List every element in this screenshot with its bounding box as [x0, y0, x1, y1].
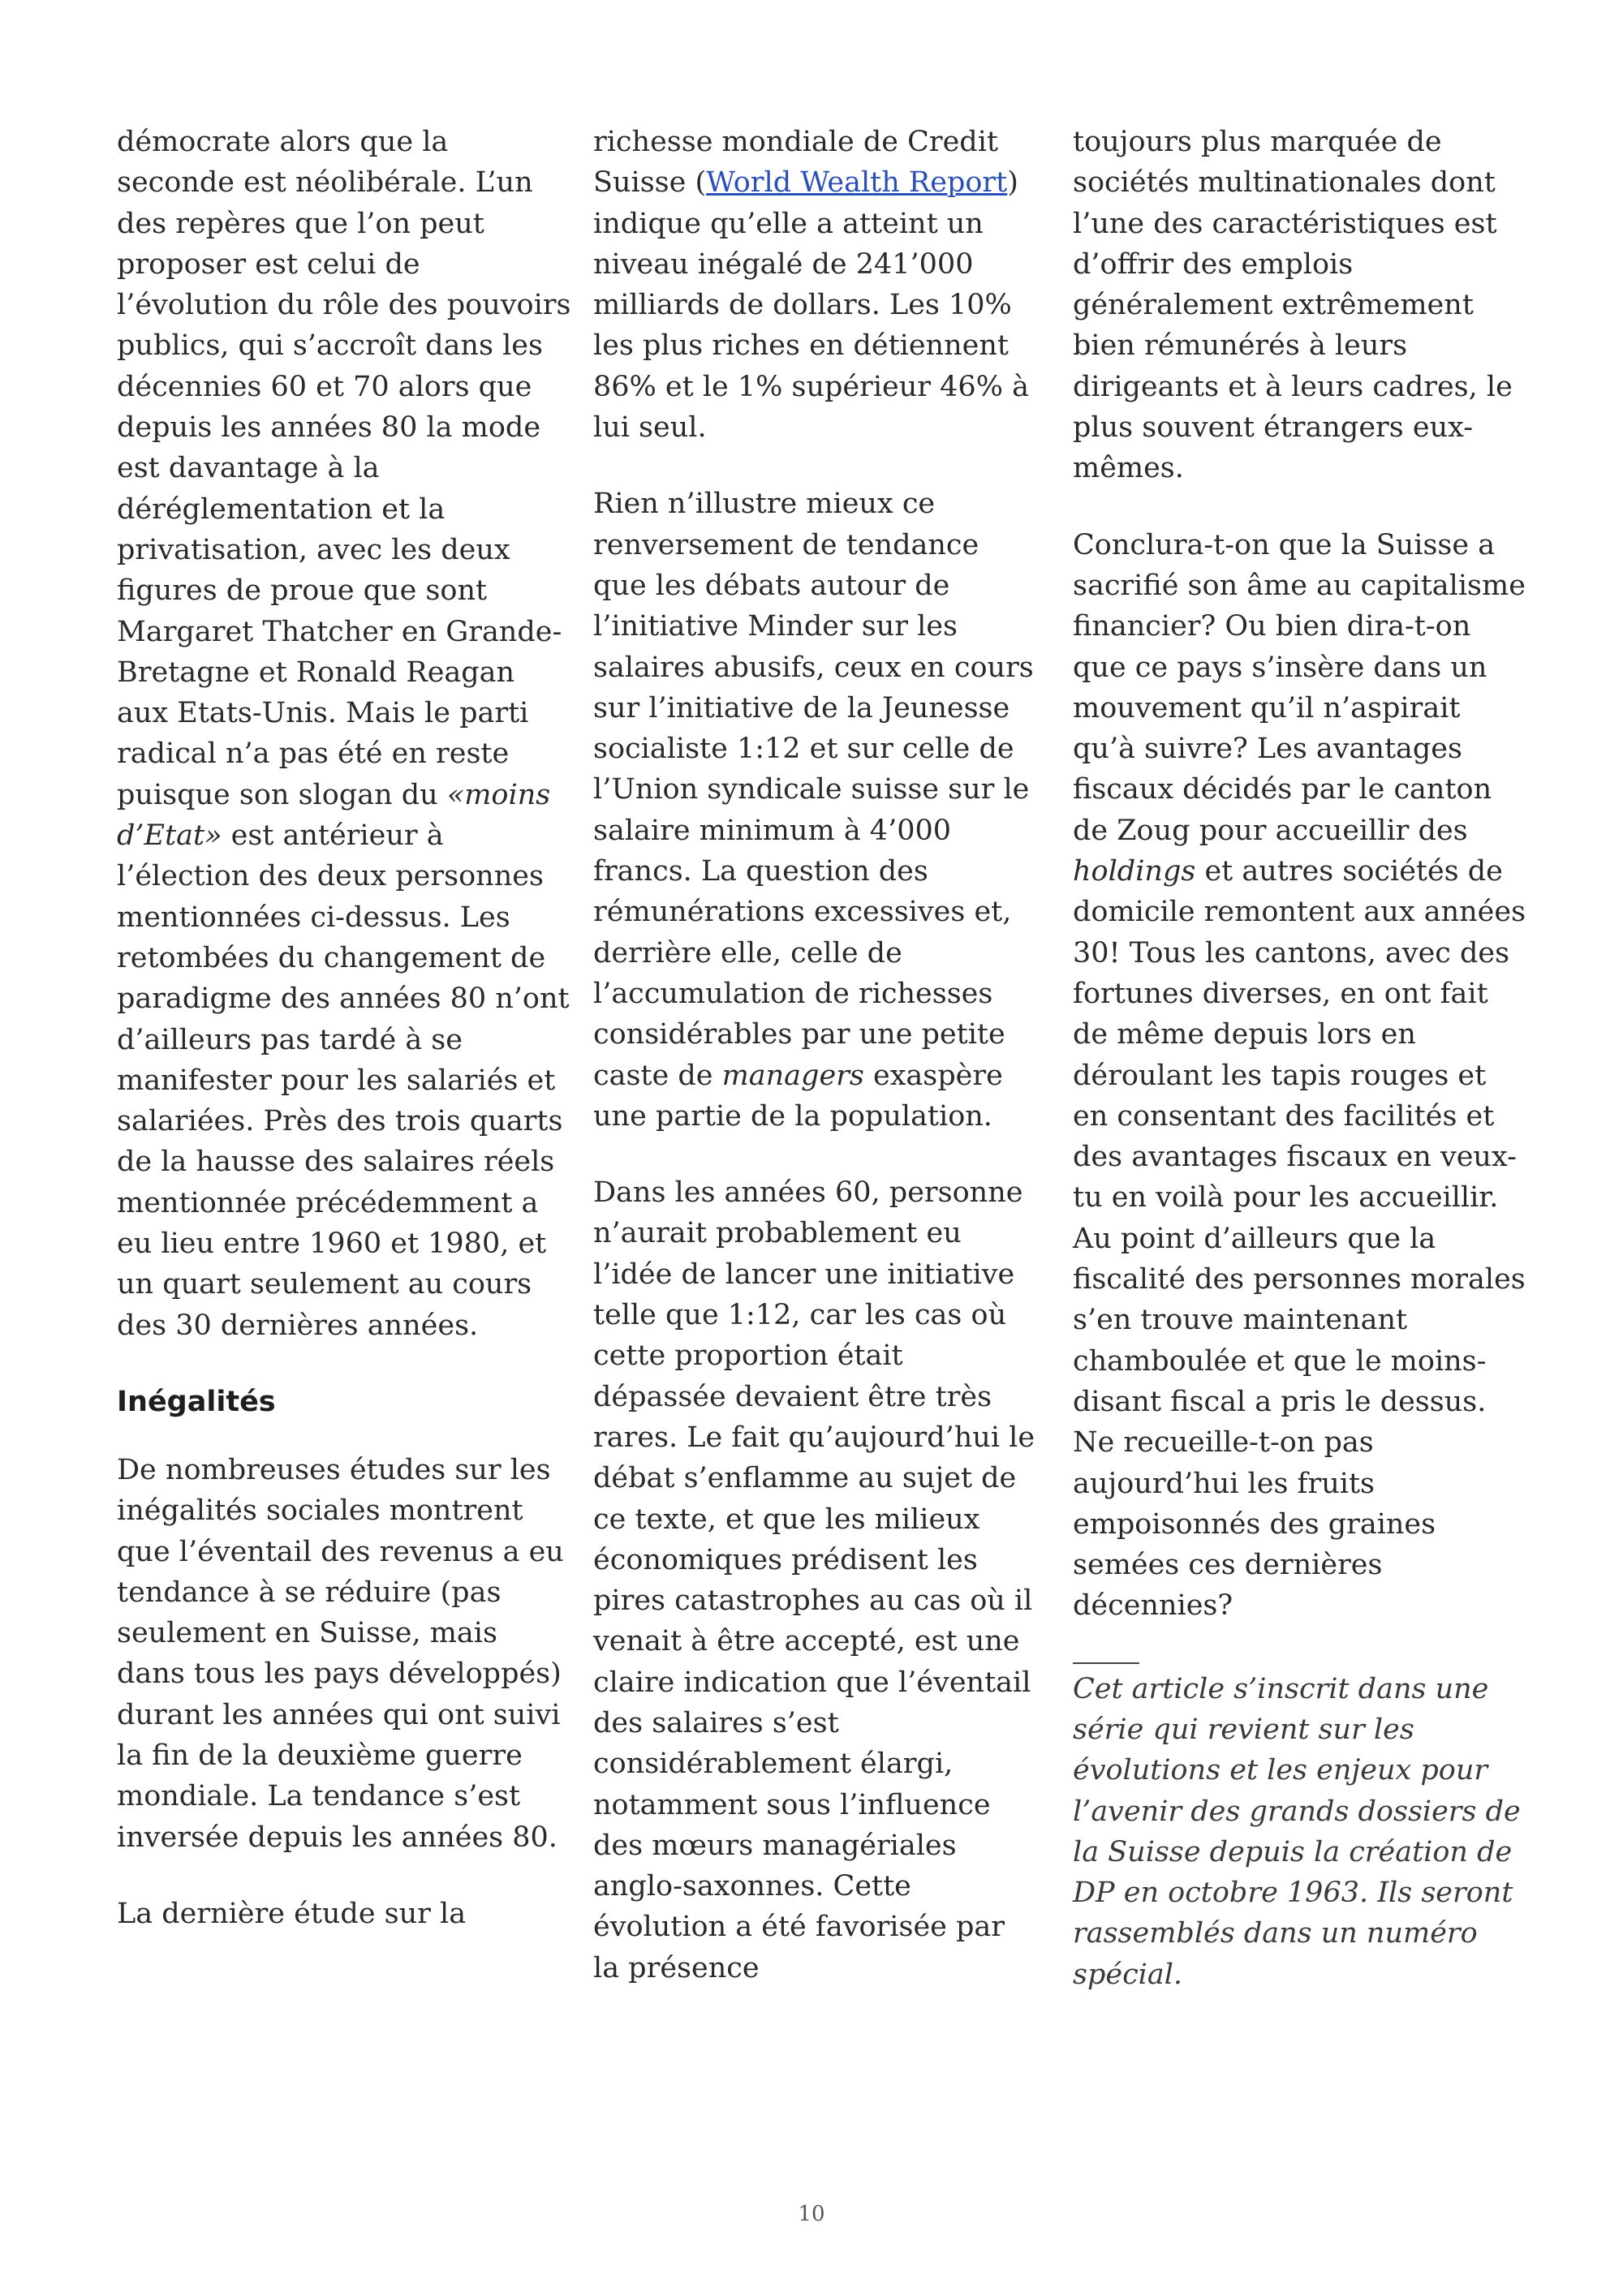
- text-run: exaspère une partie de la population.: [593, 1059, 1003, 1133]
- paragraph: [593, 484, 1040, 1137]
- text-run: ) indique qu’elle a atteint un niveau inégalé de 241’000 milliards de dollars. Les 10% les plus riches en détiennent 86% et le 1% supérieur 46% à lui seul.: [593, 166, 1029, 445]
- text-run: Conclura-t-on que la Suisse a sacrifié son âme au capitalisme financier? Ou bien dira-t-on que ce pays s’insère dans un mouvement qu’il n’aspirait qu’à suivre? Les avantages fiscaux décidés par le canton de Zoug pour accueillir des: [1073, 528, 1526, 847]
- emphasis-text: «moins d’Etat»: [117, 778, 551, 853]
- section-heading: Inégalités: [117, 1385, 276, 1418]
- world-wealth-report-link[interactable]: World Wealth Report: [706, 166, 1008, 200]
- emphasis-text: managers: [721, 1059, 864, 1092]
- footnote: Cet article s’inscrit dans une série qui revient sur les évolutions et les enjeux pour l’avenir des grands dossiers de la Suisse depuis la création de DP en octobre 1963. Ils seront rassemblés dans un numéro spécial.: [1073, 1672, 1521, 1991]
- paragraph: [1073, 525, 1527, 1627]
- text-run: Rien n’illustre mieux ce renversement de tendance que les débats autour de l’initiative Minder sur les salaires abusifs, ceux en cours sur l’initiative de la Jeunesse socialiste 1:12 et sur celle de l’Union syndicale suisse sur le salaire minimum à 4’000 francs. La question des rémunérations excessives et, derrière elle, celle de l’accumulation de richesses considérables par une petite caste de: [593, 488, 1034, 1092]
- text-run: est antérieur à l’élection des deux personnes mentionnées ci-dessus. Les retombées du changement de paradigme des années 80 n’ont d’ailleurs pas tardé à se manifester pour les salariés et salariées. Près des trois quarts de la hausse des salaires réels mentionnée précédemment a eu lieu entre 1960 et 1980, et un quart seulement au cours des 30 dernières années.: [117, 819, 570, 1342]
- paragraph: La dernière étude sur la: [117, 1897, 467, 1930]
- column-3: [1073, 122, 1527, 2031]
- text-run: et autres sociétés de domicile remontent aux années 30! Tous les cantons, avec des fortunes diverses, en ont fait de même depuis lors en déroulant les tapis rouges et en consentant des facilités et des avantages fiscaux en veux-tu en voilà pour les accueillir. Au point d’ailleurs que la fiscalité des personnes morales s’en trouve maintenant chamboulée et que le moins-disant fiscal a pris le dessus. Ne recueille-t-on pas aujourd’hui les fruits empoisonnés des graines semées ces dernières décennies?: [1073, 855, 1526, 1623]
- page-number: 10: [798, 2202, 825, 2226]
- paragraph: [117, 122, 571, 1346]
- text-run: démocrate alors que la seconde est néolibérale. L’un des repères que l’on peut proposer est celui de l’évolution du rôle des pouvoirs publics, qui s’accroît dans les décennies 60 et 70 alors que depuis les années 80 la mode est davantage à la déréglementation et la privatisation, avec les deux figures de proue que sont Margaret Thatcher en Grande-Bretagne et Ronald Reagan aux Etats-Unis. Mais le parti radical n’a pas été en reste puisque son slogan du: [117, 126, 571, 811]
- paragraph: toujours plus marquée de sociétés multinationales dont l’une des caractéristiques est d’offrir des emplois généralement extrêmement bien rémunérés à leurs dirigeants et à leurs cadres, le plus souvent étrangers eux-mêmes.: [1073, 126, 1513, 485]
- column-2: [593, 122, 1040, 2024]
- paragraph: [593, 122, 1040, 448]
- text-run: richesse mondiale de Credit Suisse (: [593, 126, 998, 200]
- footnote-divider: [1073, 1662, 1139, 1664]
- paragraph: Dans les années 60, personne n’aurait probablement eu l’idée de lancer une initiative telle que 1:12, car les cas où cette proportion était dépassée devaient être très rares. Le fait qu’aujourd’hui le débat s’enflamme au sujet de ce texte, et que les milieux économiques prédisent les pires catastrophes au cas où il venait à être accepté, est une claire indication que l’éventail des salaires s’est considérablement élargi, notamment sous l’influence des mœurs managériales anglo-saxonnes. Cette évolution a été favorisée par la présence: [593, 1176, 1035, 1984]
- emphasis-text: holdings: [1073, 855, 1196, 888]
- column-1: [117, 122, 571, 1970]
- paragraph: De nombreuses études sur les inégalités sociales montrent que l’éventail des revenus a eu tendance à se réduire (pas seulement en Suisse, mais dans tous les pays développés) durant les années qui ont suivi la fin de la deuxième guerre mondiale. La tendance s’est inversée depuis les années 80.: [117, 1453, 564, 1854]
